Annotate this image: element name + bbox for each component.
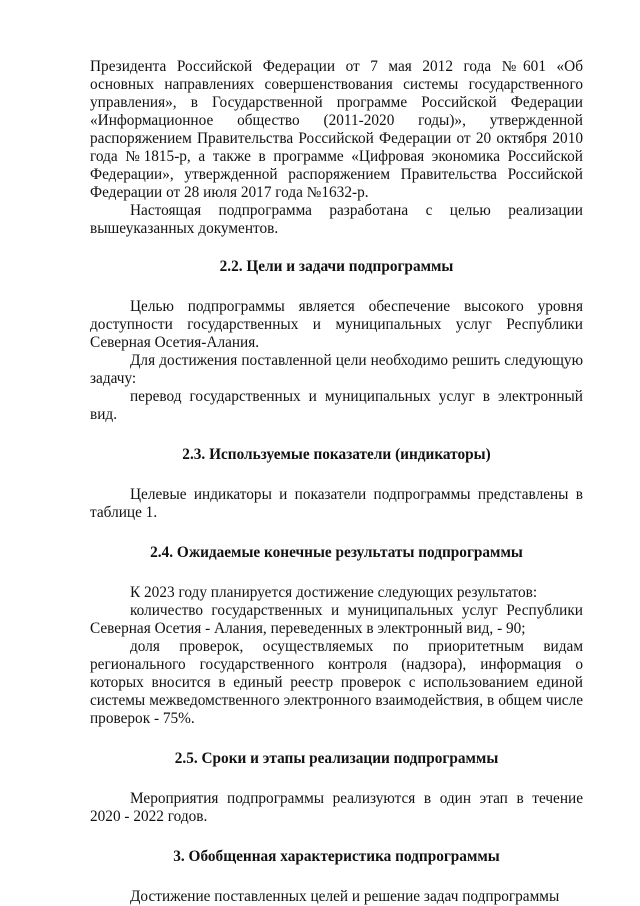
result-inspections-paragraph: доля проверок, осуществляемых по приоритетным видам регионального государственного контроля (надзора), информация о которых вносится в единый реестр проверок с использованием единой системы межведомственного электронного взаимодействия, в общем числе проверок - 75%. <box>90 638 583 727</box>
document-page <box>90 58 583 906</box>
results-intro-paragraph: К 2023 году планируется достижение следующих результатов: <box>130 584 538 601</box>
section-heading-2-5: 2.5. Сроки и этапы реализации подпрограммы <box>174 750 499 767</box>
timeline-paragraph: Мероприятия подпрограммы реализуются в один этап в течение 2020 - 2022 годов. <box>90 790 583 825</box>
indicators-paragraph: Целевые индикаторы и показатели подпрограммы представлены в таблице 1. <box>90 486 583 521</box>
section-heading-2-3: 2.3. Используемые показатели (индикаторы) <box>182 446 491 463</box>
section-heading-3: 3. Обобщенная характеристика подпрограммы <box>173 848 500 865</box>
result-services-paragraph: количество государственных и муниципальных услуг Республики Северная Осетия - Алания, переведенных в электронный вид, - 90; <box>90 602 583 637</box>
task-paragraph: перевод государственных и муниципальных услуг в электронный вид. <box>90 388 583 423</box>
intro-paragraph-2: Настоящая подпрограмма разработана с целью реализации вышеуказанных документов. <box>90 202 583 237</box>
task-intro-paragraph: Для достижения поставленной цели необходимо решить следующую задачу: <box>90 352 583 387</box>
goal-paragraph: Целью подпрограммы является обеспечение высокого уровня доступности государственных и муниципальных услуг Республики Северная Осетия-Алания. <box>90 298 583 351</box>
section-heading-2-4: 2.4. Ожидаемые конечные результаты подпрограммы <box>150 544 523 561</box>
section-heading-2-2: 2.2. Цели и задачи подпрограммы <box>219 258 454 275</box>
characteristics-paragraph: Достижение поставленных целей и решение задач подпрограммы <box>130 888 560 905</box>
intro-paragraph: Президента Российской Федерации от 7 мая 2012 года №601 «Об основных направлениях совершенствования системы государственного управления», в Государственной программе Российской Федерации «Информационное общество (2011-2020 годы)», утвержденной распоряжением Правительства Российской Федерации от 20 октября 2010 года №1815-р, а также в программе «Цифровая экономика Российской Федерации», утвержденной распоряжением Правительства Российской Федерации от 28 июля 2017 года №1632-р. <box>90 58 583 201</box>
